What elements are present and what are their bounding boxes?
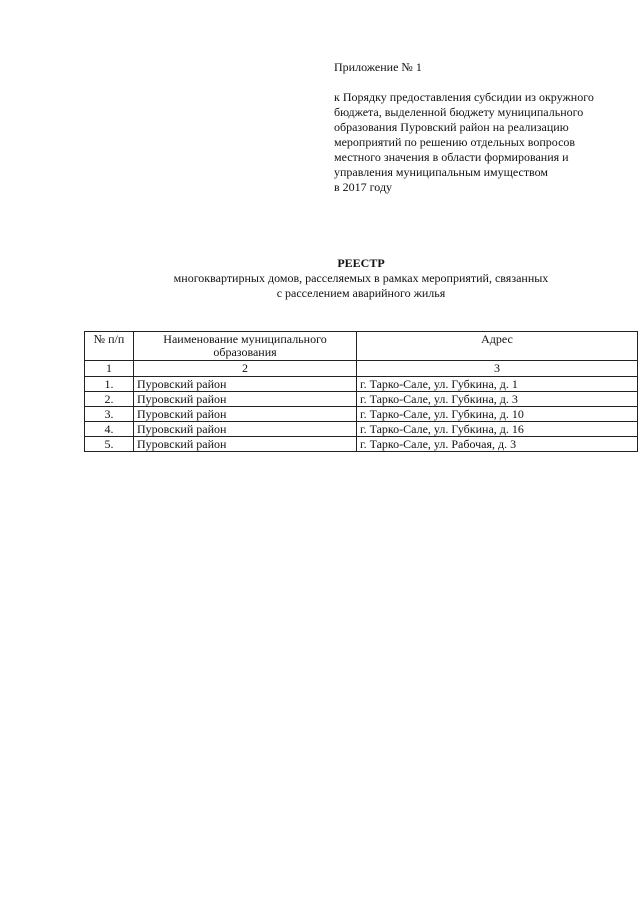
row-number: 5.	[85, 437, 134, 452]
index-cell: 3	[357, 361, 638, 377]
registry-table	[84, 331, 638, 452]
table-row	[85, 437, 638, 452]
index-cell: 1	[85, 361, 134, 377]
header-municipality: Наименование муниципального образования	[134, 332, 357, 361]
appendix-line: образования Пуровский район на реализацию	[334, 120, 569, 134]
row-municipality: Пуровский район	[134, 422, 357, 437]
table-row	[85, 392, 638, 407]
row-number: 1.	[85, 377, 134, 392]
row-number: 2.	[85, 392, 134, 407]
appendix-line: местного значения в области формирования и	[334, 150, 569, 164]
row-municipality: Пуровский район	[134, 392, 357, 407]
row-address: г. Тарко-Сале, ул. Губкина, д. 10	[357, 407, 638, 422]
row-address: г. Тарко-Сале, ул. Губкина, д. 1	[357, 377, 638, 392]
table-row	[85, 407, 638, 422]
registry-heading: РЕЕСТР	[337, 256, 385, 270]
table-index-row	[85, 361, 638, 377]
row-number: 3.	[85, 407, 134, 422]
appendix-line: к Порядку предоставления субсидии из окружного	[334, 90, 594, 104]
table-row	[85, 377, 638, 392]
row-number: 4.	[85, 422, 134, 437]
appendix-line: управления муниципальным имуществом	[334, 165, 549, 179]
row-address: г. Тарко-Сале, ул. Губкина, д. 3	[357, 392, 638, 407]
table-header-row	[85, 332, 638, 361]
header-number: № п/п	[85, 332, 134, 361]
row-municipality: Пуровский район	[134, 437, 357, 452]
appendix-line: в 2017 году	[334, 180, 393, 194]
appendix-line: бюджета, выделенной бюджету муниципального	[334, 105, 584, 119]
registry-subtitle-line-1: многоквартирных домов, расселяемых в рамках мероприятий, связанных	[173, 271, 549, 285]
header-address: Адрес	[357, 332, 638, 361]
row-address: г. Тарко-Сале, ул. Губкина, д. 16	[357, 422, 638, 437]
appendix-block	[334, 60, 624, 195]
appendix-line: мероприятий по решению отдельных вопросов	[334, 135, 576, 149]
appendix-title: Приложение № 1	[334, 60, 422, 74]
row-municipality: Пуровский район	[134, 377, 357, 392]
index-cell: 2	[134, 361, 357, 377]
row-municipality: Пуровский район	[134, 407, 357, 422]
row-address: г. Тарко-Сале, ул. Рабочая, д. 3	[357, 437, 638, 452]
registry-subtitle-line-2: с расселением аварийного жилья	[276, 286, 446, 300]
registry-header	[84, 256, 638, 301]
table-row	[85, 422, 638, 437]
